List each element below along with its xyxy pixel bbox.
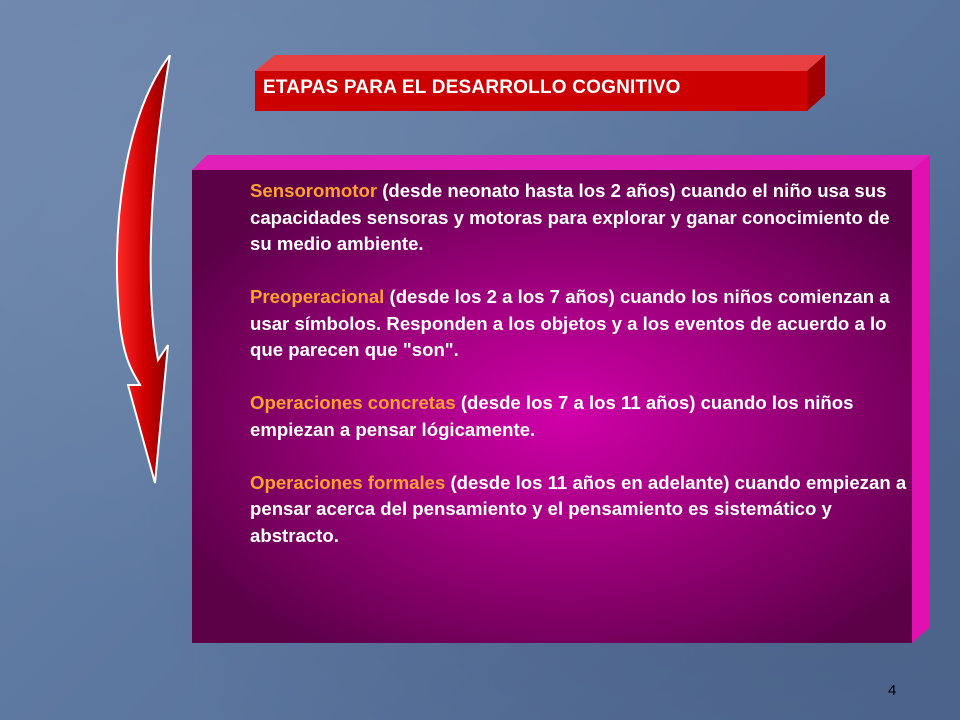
stage-preoperacional xyxy=(250,284,910,364)
stage-operaciones-formales xyxy=(250,470,910,550)
curved-arrow-icon xyxy=(100,55,190,485)
stage-operaciones-concretas xyxy=(250,390,910,443)
stage-description: (desde los 7 a los 11 años) cuando los niños empiezan a pensar lógicamente. xyxy=(250,392,854,440)
stage-sensoromotor xyxy=(250,178,910,258)
stage-description: (desde los 2 a los 7 años) cuando los niños comienzan a usar símbolos. Responden a los objetos y a los eventos de acuerdo a lo que parecen que "son". xyxy=(250,286,890,360)
stage-name: Operaciones concretas xyxy=(250,392,456,413)
stage-name: Sensoromotor xyxy=(250,180,378,201)
stage-name: Preoperacional xyxy=(250,286,385,307)
slide-title: ETAPAS PARA EL DESARROLLO COGNITIVO xyxy=(263,77,681,98)
page-number: 4 xyxy=(888,682,897,699)
stage-name: Operaciones formales xyxy=(250,471,446,493)
stage-description: (desde los 11 años en adelante) cuando empiezan a pensar acerca del pensamiento y el pensamiento es sistemático y abstracto. xyxy=(250,471,907,546)
content-box xyxy=(192,155,930,643)
stage-description: (desde neonato hasta los 2 años) cuando el niño usa sus capacidades sensoras y motoras para explorar y ganar conocimiento de su medio ambiente. xyxy=(250,180,890,254)
stages-text xyxy=(250,178,910,549)
title-box xyxy=(255,55,825,111)
